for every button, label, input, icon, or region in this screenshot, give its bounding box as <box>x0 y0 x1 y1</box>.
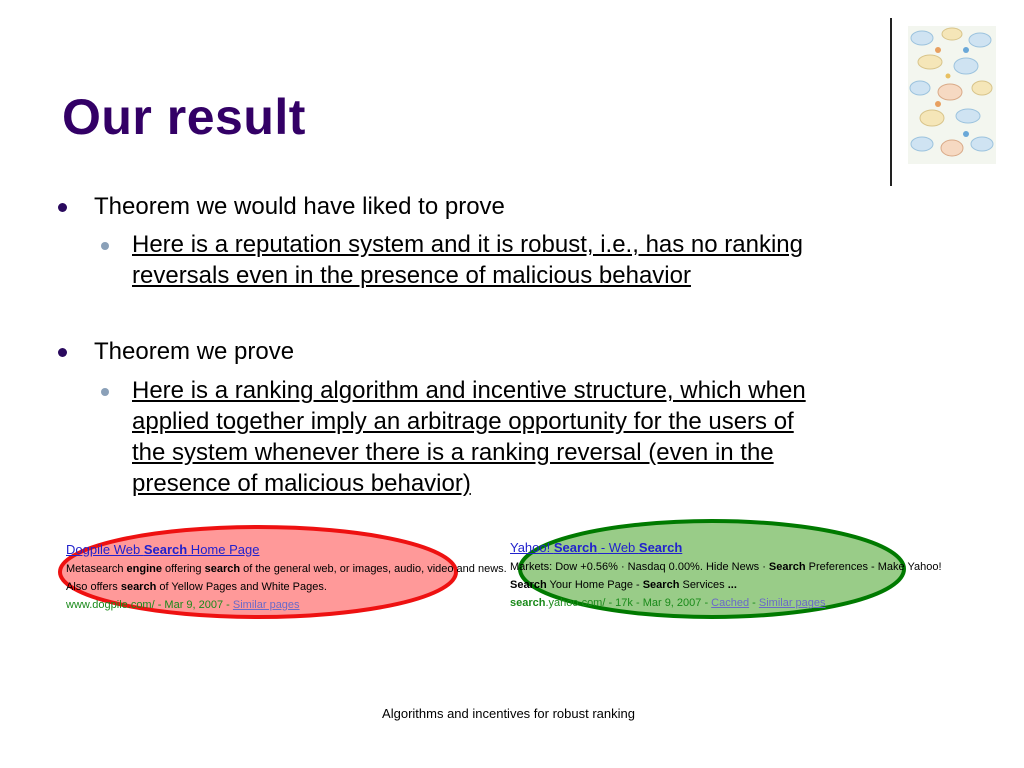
search-result-dogpile <box>66 541 507 614</box>
result-snippet-line: Metasearch engine offering search of the general web, or images, audio, video and news. <box>66 563 507 575</box>
sub-bullet-line: applied together imply an arbitrage opportunity for the users of <box>132 408 794 435</box>
sub-bullet-line: reversals even in the presence of malicious behavior <box>132 262 691 289</box>
similar-pages-link[interactable]: Similar pages <box>232 599 300 611</box>
result-title-link[interactable]: Yahoo! Search - Web Search <box>510 540 683 555</box>
result-snippet-line: Also offers search of Yellow Pages and White Pages. <box>66 581 327 593</box>
sub-bullet-line: Here is a reputation system and it is robust, i.e., has no ranking <box>132 231 804 258</box>
similar-pages-link[interactable]: Similar pages <box>758 597 826 609</box>
bullet-text: Theorem we would have liked to prove <box>94 193 505 220</box>
cached-link[interactable]: Cached <box>711 597 750 609</box>
result-url-line: search.yahoo.com/ - 17k - Mar 9, 2007 - Cached - Similar pages <box>510 597 826 609</box>
slide-title: Our result <box>62 89 306 145</box>
sub-bullet-line: Here is a ranking algorithm and incentive structure, which when <box>132 377 806 404</box>
result-title-link[interactable]: Dogpile Web Search Home Page <box>66 542 260 557</box>
result-url-line: www.dogpile.com/ - Mar 9, 2007 - Similar pages <box>66 599 300 611</box>
sub-bullet-line: the system whenever there is a ranking reversal (even in the <box>132 439 774 466</box>
search-result-yahoo <box>510 539 942 612</box>
bullet-text: Theorem we prove <box>94 338 295 365</box>
result-snippet-line: Search Your Home Page - Search Services ... <box>510 579 737 591</box>
sub-bullet-line: presence of malicious behavior) <box>132 470 471 497</box>
slide-footer: Algorithms and incentives for robust ranking <box>382 706 635 721</box>
result-snippet-line: Markets: Dow +0.56% · Nasdaq 0.00%. Hide News · Search Preferences - Make Yahoo! <box>510 561 942 573</box>
